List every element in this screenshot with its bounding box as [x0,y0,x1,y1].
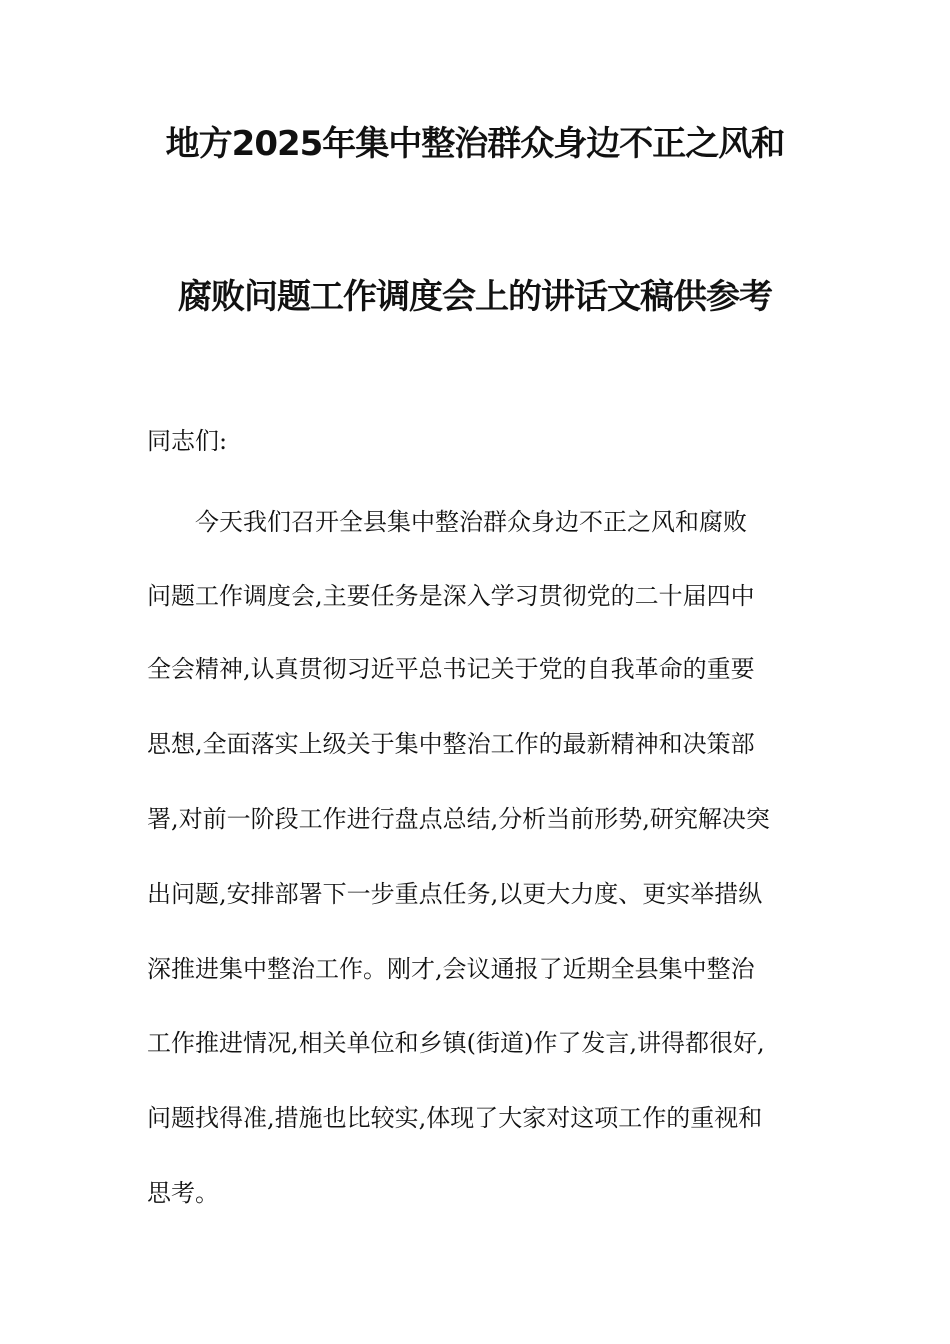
paragraph-line: 全会精神,认真贯彻习近平总书记关于党的自我革命的重要 [147,655,755,683]
paragraph-line: 工作推进情况,相关单位和乡镇(街道)作了发言,讲得都很好, [147,1029,765,1057]
document-title-line-1: 地方2025年集中整治群众身边不正之风和 [165,124,785,164]
paragraph-line: 深推进集中整治工作。刚才,会议通报了近期全县集中整治 [147,955,755,983]
paragraph-line: 今天我们召开全县集中整治群众身边不正之风和腐败 [195,508,747,536]
paragraph-line: 问题工作调度会,主要任务是深入学习贯彻党的二十届四中 [147,582,755,610]
paragraph-line: 问题找得准,措施也比较实,体现了大家对这项工作的重视和 [147,1104,763,1132]
document-title-line-2: 腐败问题工作调度会上的讲话文稿供参考 [178,277,772,317]
paragraph-line: 署,对前一阶段工作进行盘点总结,分析当前形势,研究解决突 [147,805,770,833]
paragraph-line: 思考。 [147,1179,219,1207]
paragraph-line: 出问题,安排部署下一步重点任务,以更大力度、更实举措纵 [147,880,763,908]
paragraph-line: 思想,全面落实上级关于集中整治工作的最新精神和决策部 [147,730,755,758]
salutation: 同志们: [147,427,228,455]
